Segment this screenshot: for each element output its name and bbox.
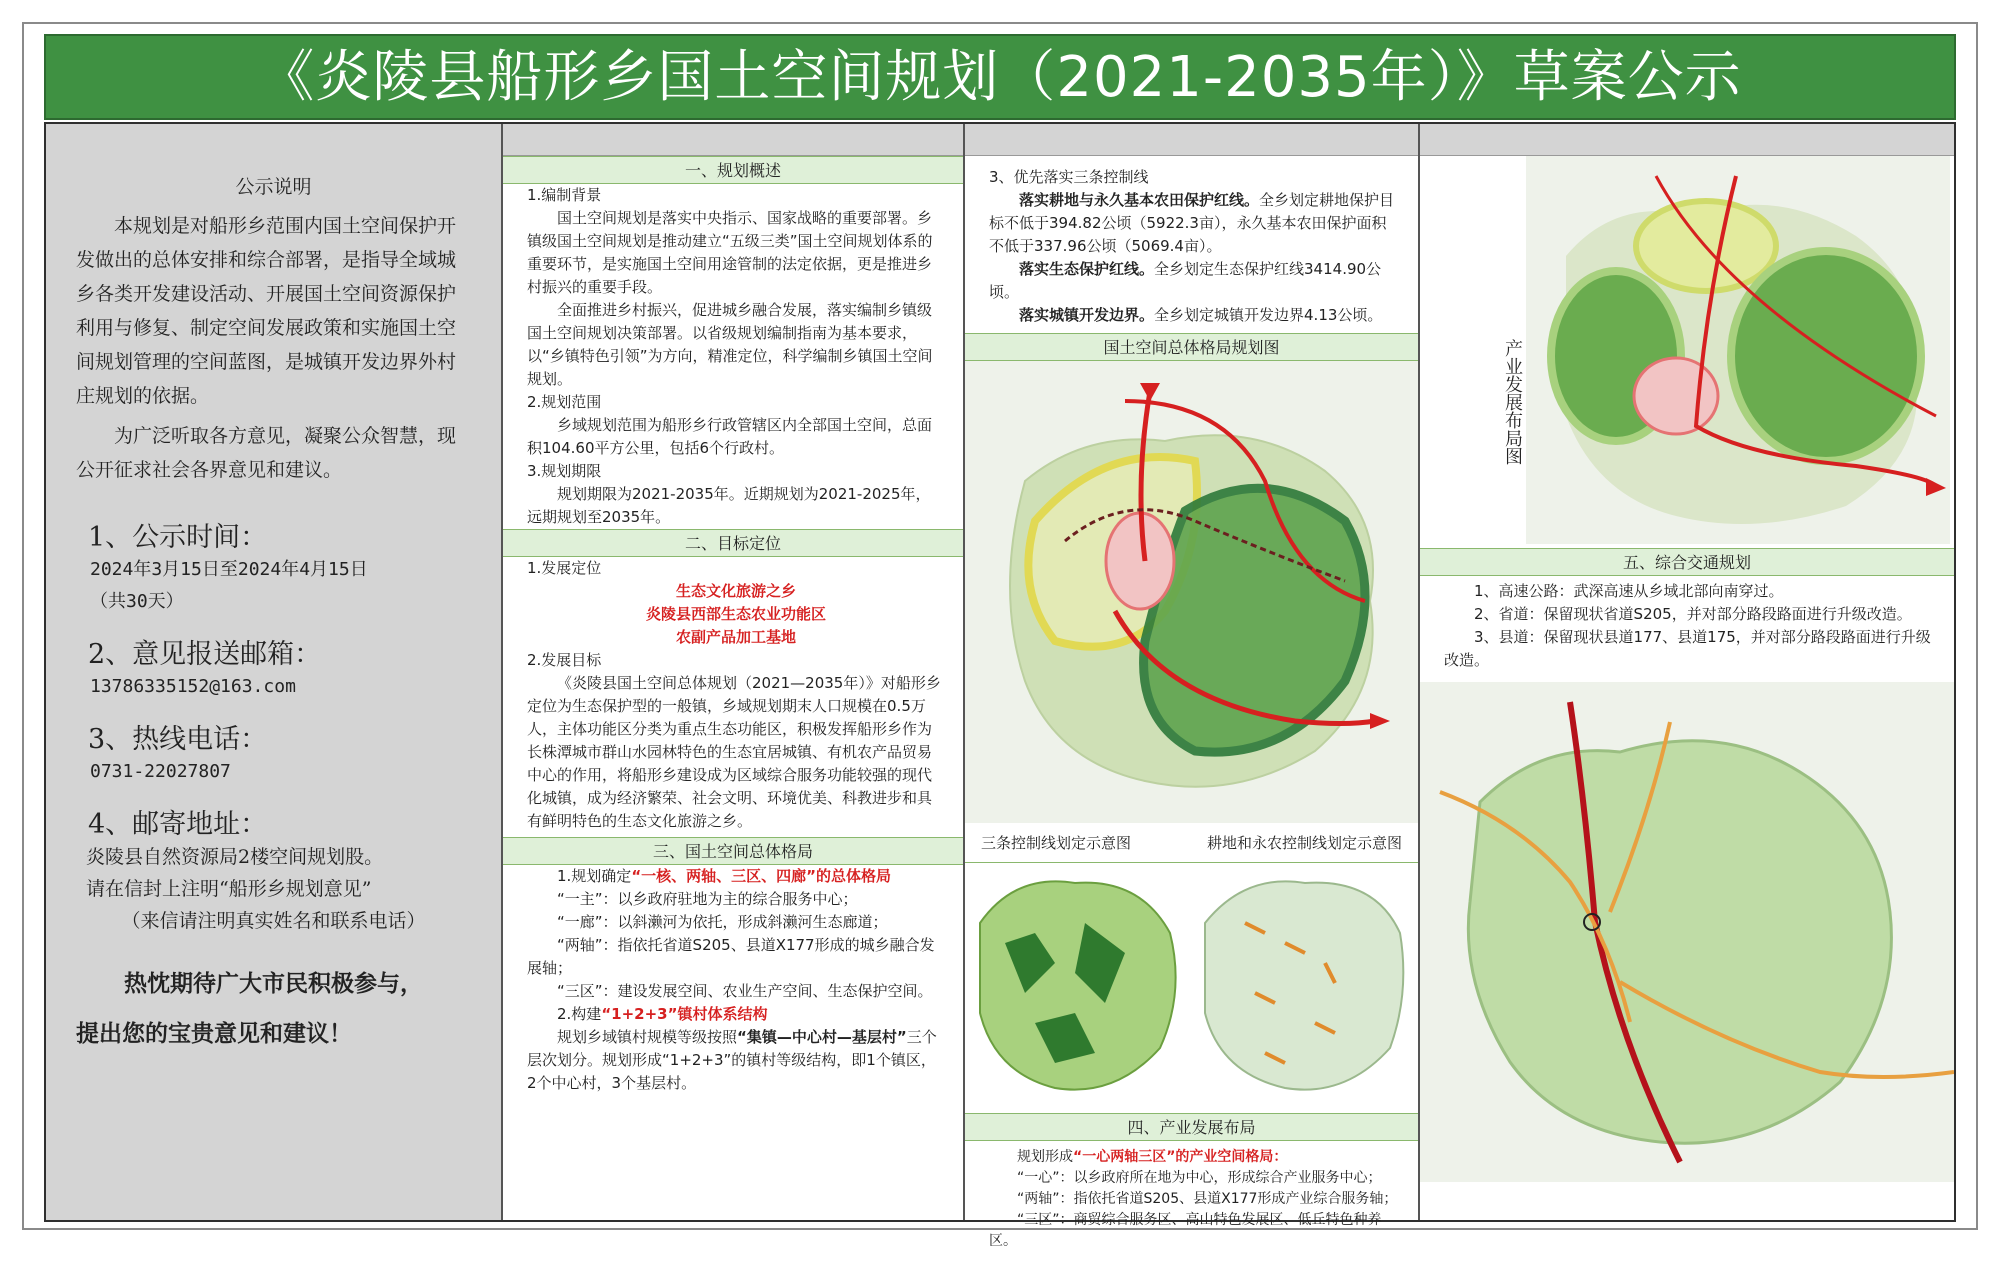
- column-header: [965, 124, 1418, 156]
- position-3: 农副产品加工基地: [675, 628, 796, 646]
- section-1-title: 一、规划概述: [503, 156, 963, 184]
- sec3-l6b: “1+2+3”镇村体系结构: [601, 1005, 768, 1023]
- sec3-l7c: 三个层次划分。规划形成“1+2+3”的镇村等级结构，即1个镇区，2个中心村，3个基层村。: [527, 1028, 937, 1092]
- sec1-p3: 乡域规划范围为船形乡行政管辖区内全部国土空间，总面积104.60平方公里，包括6个行政村。: [527, 416, 933, 457]
- lines-c1: 落实城镇开发边界。: [1019, 306, 1155, 324]
- sec5-l3: 3、县道：保留现状县道177、县道175，并对部分路段路面进行升级改造。: [1444, 628, 1931, 669]
- phone-value: 0731-22027807: [90, 761, 231, 782]
- section-5-body: [1420, 576, 1954, 672]
- notice-para-1: 本规划是对船形乡范围内国土空间保护开发做出的总体安排和综合部署，是指导全域城乡各类开发建设活动、开展国土空间资源保护利用与修复、制定空间发展政策和实施国土空间规划管理的空间蓝图，是城镇开发边界外村庄规划的依据。: [76, 215, 457, 407]
- industry-map-label: 产业发展布局图: [1502, 339, 1523, 465]
- time-heading: 1、公示时间：: [88, 522, 268, 553]
- closing-line-1: 热忱期待广大市民积极参与，: [124, 970, 423, 997]
- sec1-h2: 2.规划范围: [527, 393, 602, 411]
- sec3-l4: “两轴”：指依托省道S205、县道X177形成的城乡融合发展轴；: [527, 936, 935, 977]
- sec3-l3: “一廊”：以斜濑河为依托，形成斜濑河生态廊道；: [557, 913, 888, 931]
- sec5-l2: 2、省道：保留现状省道S205，并对部分路段路面进行升级改造。: [1474, 605, 1912, 623]
- email-value[interactable]: 13786335152@163.com: [90, 676, 296, 697]
- closing-block: [76, 959, 471, 1059]
- notice-board: [44, 122, 1956, 1249]
- closing-line-2: 提出您的宝贵意见和建议！: [76, 1020, 352, 1047]
- email-heading: 2、意见报送邮箱：: [88, 639, 322, 670]
- section-2-title: 二、目标定位: [503, 529, 963, 557]
- sec3-l1a: 1.规划确定: [557, 867, 632, 885]
- position-1: 生态文化旅游之乡: [675, 582, 796, 600]
- section-4-title: 四、产业发展布局: [965, 1113, 1418, 1141]
- sec5-l1: 1、高速公路：武深高速从乡域北部向南穿过。: [1474, 582, 1784, 600]
- industry-panel: [1420, 156, 1954, 548]
- control-lines-body: [965, 156, 1418, 327]
- sec1-p4: 规划期限为2021-2035年。近期规划为2021-2025年，远期规划至2035年。: [527, 485, 931, 526]
- sec3-l5: “三区”：建设发展空间、农业生产空间、生态保护空间。: [557, 982, 933, 1000]
- section-1-body: [503, 184, 963, 529]
- lines-a2: 全乡划定耕地保护目标不低于394.82公顷（5922.3亩），永久基本农田保护面积不低于337.96公顷（5069.4亩）。: [989, 191, 1395, 255]
- notice-heading: 公示说明: [235, 176, 312, 198]
- position-2: 炎陵县西部生态农业功能区: [645, 605, 826, 623]
- sec1-h1: 1.编制背景: [527, 186, 602, 204]
- section-2-body: [503, 557, 963, 833]
- sec4-l1b: “一心两轴三区”的产业空间格局：: [1073, 1149, 1288, 1165]
- phone-heading: 3、热线电话：: [88, 724, 268, 755]
- sec3-l1b: “一核、两轴、三区、四廊”的总体格局: [631, 867, 892, 885]
- notice-para-2: 为广泛听取各方意见，凝聚公众智慧，现公开征求社会各界意见和建议。: [76, 425, 457, 481]
- column-header: [1420, 124, 1954, 156]
- sec3-l6a: 2.构建: [557, 1005, 602, 1023]
- page-title: 《炎陵县船形乡国土空间规划（2021-2035年）》草案公示: [44, 34, 1956, 120]
- sec4-l1a: 规划形成: [1017, 1149, 1073, 1165]
- letter-note: （来信请注明真实姓名和联系电话）: [121, 910, 426, 932]
- sec2-h2: 2.发展目标: [527, 651, 602, 669]
- sec4-l2: “一心”：以乡政府所在地为中心，形成综合产业服务中心；: [1017, 1170, 1382, 1186]
- days-value: （共30天）: [90, 591, 184, 612]
- map2-labels: [965, 823, 1418, 863]
- envelope-note: 请在信封上注明“船形乡规划意见”: [86, 878, 372, 900]
- sec3-l7b: “集镇—中心村—基层村”: [737, 1028, 907, 1046]
- map1-title: 国土空间总体格局规划图: [965, 333, 1418, 361]
- sec1-p2: 全面推进乡村振兴，促进城乡融合发展，落实编制乡镇级国土空间规划决策部署。以省级规划编制指南为基本要求，以“乡镇特色引领”为方向，精准定位，科学编制乡镇国土空间规划。: [527, 301, 933, 388]
- sec4-l4: “三区”：商贸综合服务区、高山特色发展区、低丘特色种养区。: [989, 1212, 1382, 1249]
- sec4-l3: “两轴”：指依托省道S205、县道X177形成产业综合服务轴；: [1017, 1191, 1398, 1207]
- sec2-p1: 《炎陵县国土空间总体规划（2021—2035年）》对船形乡定位为生态保护型的一般镇，乡域规划期末人口规模在0.5万人，主体功能区分类为重点生态功能区，积极发挥船形乡作为长株潭城市群山水园林特色的生态宜居城镇、有机农产品贸易中心的作用，将船形乡建设成为区域综合服务功能较强的现代化城镇，成为经济繁荣、社会文明、环境优美、科教进步和具有鲜明特色的生态文化旅游之乡。: [527, 674, 941, 830]
- column-header: [503, 124, 963, 156]
- section-3-body: [503, 865, 963, 1095]
- section-4-body: [965, 1141, 1418, 1252]
- address-heading: 4、邮寄地址：: [88, 809, 268, 840]
- lines-b2: 全乡划定生态保护红线3414.90公顷。: [989, 260, 1382, 301]
- sec1-h3: 3.规划期限: [527, 462, 602, 480]
- industry-map: [1526, 156, 1950, 544]
- map2-left-title: 三条控制线划定示意图: [981, 834, 1132, 852]
- transport-map: [1420, 682, 1954, 1182]
- time-value: 2024年3月15日至2024年4月15日: [90, 559, 368, 580]
- map2-right-title: 耕地和永农控制线划定示意图: [1206, 834, 1402, 852]
- notice-column: [46, 124, 503, 1220]
- section-3-title: 三、国土空间总体格局: [503, 837, 963, 865]
- industry-transport-column: [1420, 124, 1954, 1220]
- overview-column: [503, 124, 965, 1220]
- lines-a1: 落实耕地与永久基本农田保护红线。: [1019, 191, 1260, 209]
- control-line-maps: [965, 863, 1418, 1113]
- sec2-h1: 1.发展定位: [527, 559, 602, 577]
- lines-b1: 落实生态保护红线。: [1019, 260, 1155, 278]
- sec3-l2: “一主”：以乡政府驻地为主的综合服务中心；: [557, 890, 858, 908]
- sec1-p1: 国土空间规划是落实中央指示、国家战略的重要部署。乡镇级国土空间规划是推动建立“五级三类”国土空间规划体系的重要环节，是实施国土空间用途管制的法定依据，更是推进乡村振兴的重要手段。: [527, 209, 933, 296]
- lines-heading: 3、优先落实三条控制线: [989, 168, 1149, 186]
- lines-c2: 全乡划定城镇开发边界4.13公顷。: [1154, 306, 1383, 324]
- sec3-l7a: 规划乡域镇村规模等级按照: [557, 1028, 738, 1046]
- overall-pattern-map: [965, 361, 1418, 823]
- address-value: 炎陵县自然资源局2楼空间规划股。: [86, 846, 384, 868]
- control-lines-column: [965, 124, 1420, 1249]
- section-5-title: 五、综合交通规划: [1420, 548, 1954, 576]
